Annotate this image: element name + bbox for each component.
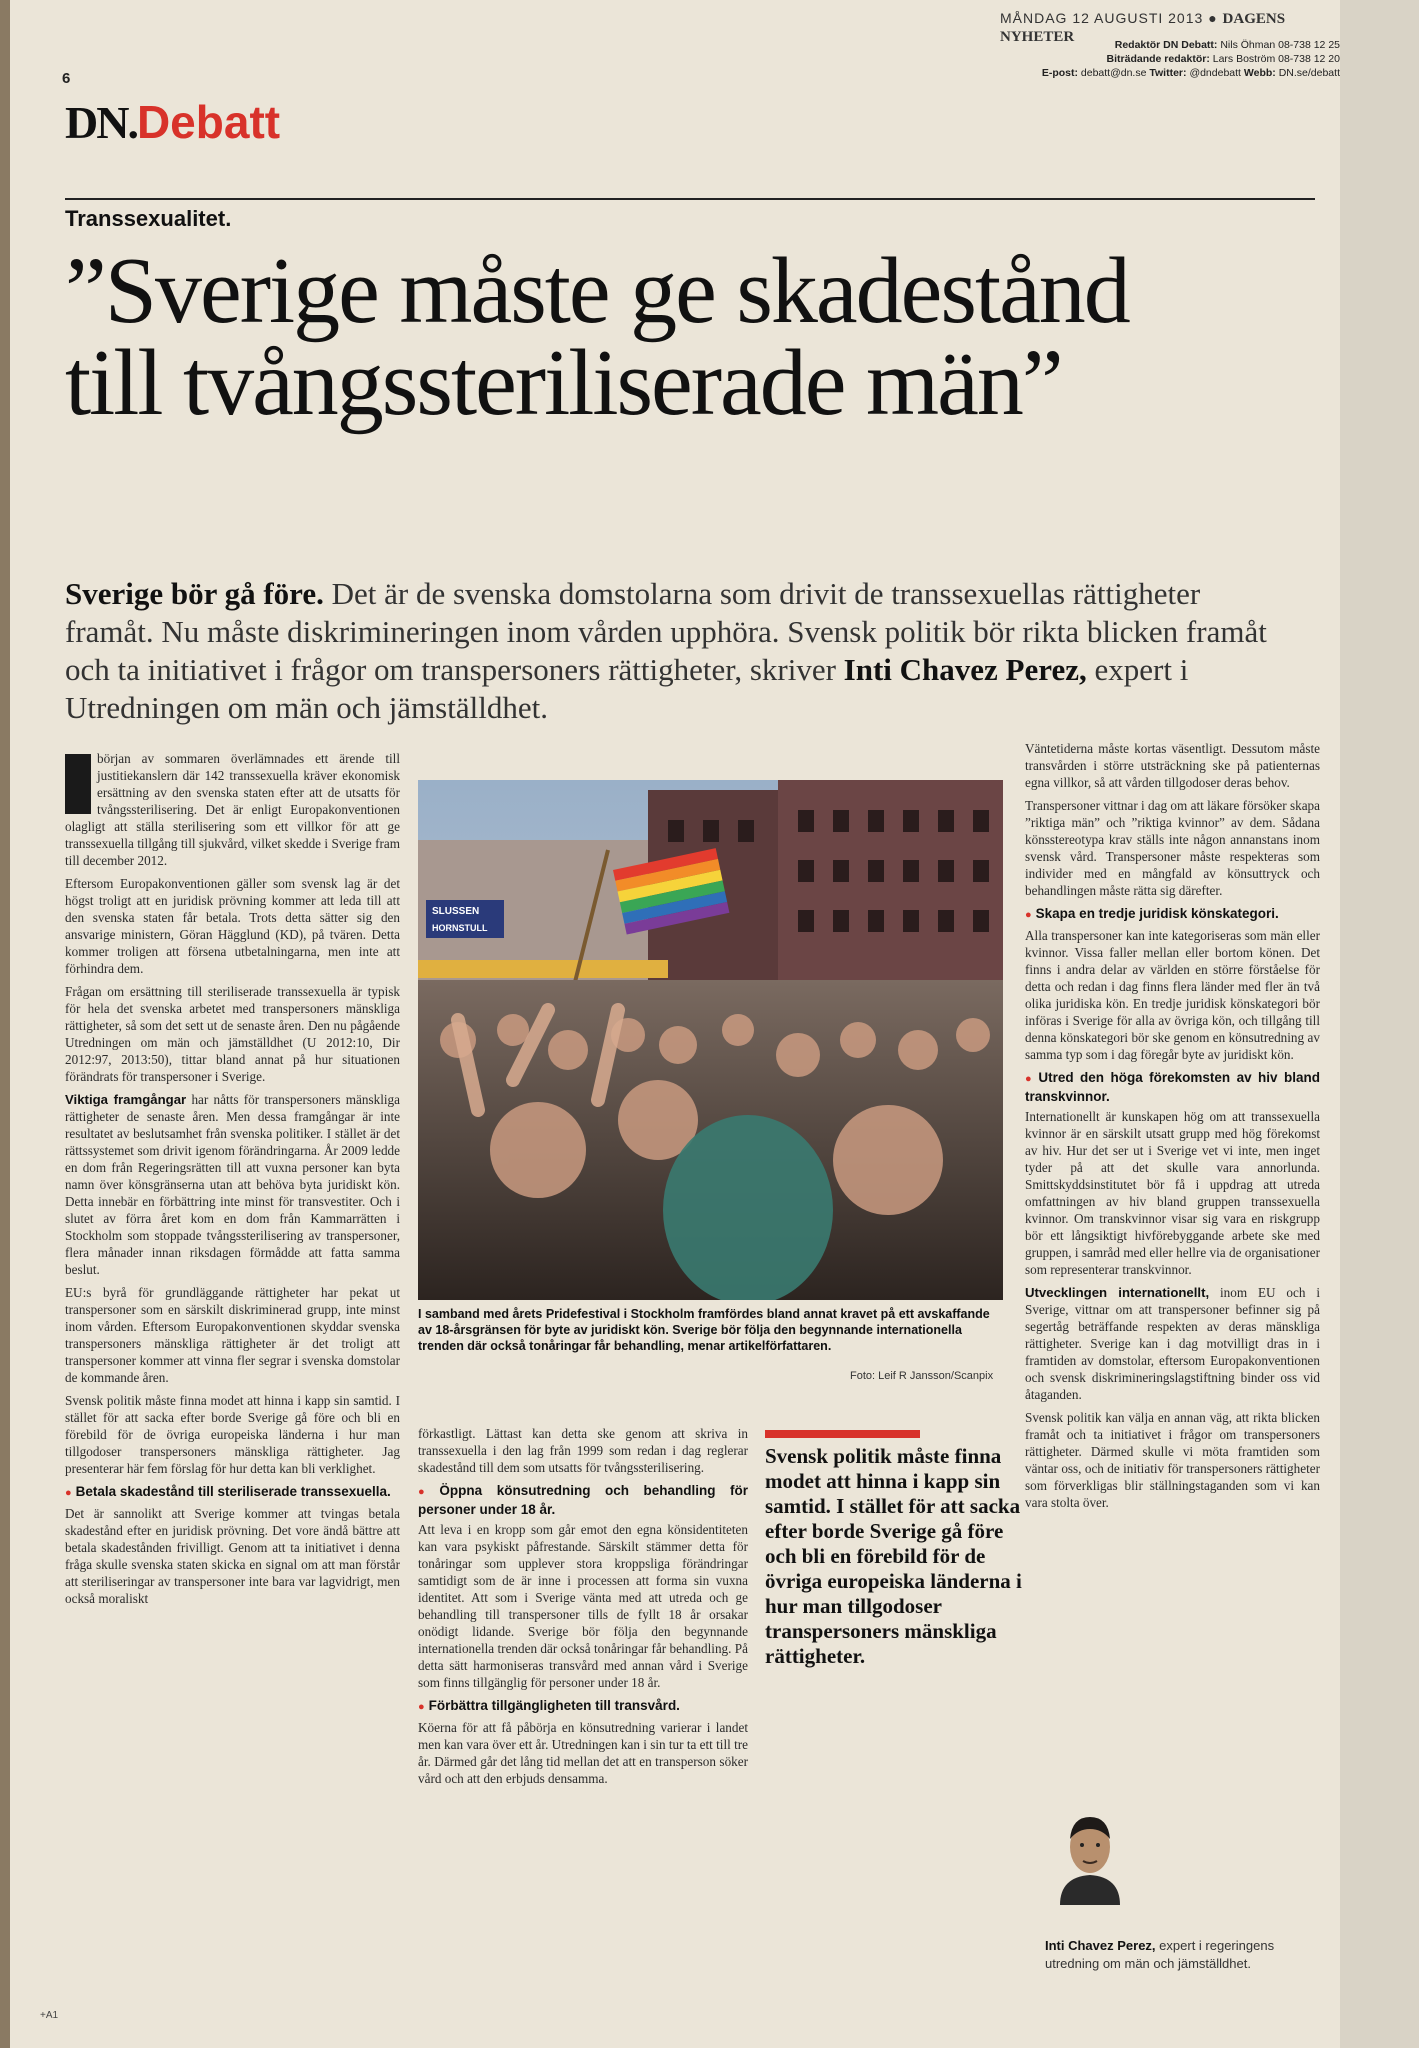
column-3: Väntetiderna måste kortas väsentligt. Dessutom måste transvården i större utsträckning ske på patienternas egna villkor, så att vården tillgodoser deras behov. Transpersoner vittnar i dag om att läkare försöker skapa ”riktiga män” och ”riktiga kvinnor” av dem. Sådana könsstereotypa krav ställs inte någon annanstans inom svensk vård. Transpersoner måste respekteras som individer med en mångfald av könsuttryck och behandlingen måste rätta sig därefter. ● Skapa en tredje juridisk könskategori. Alla transpersoner kan inte kategoriseras som män eller kvinnor. Vissa faller mellan eller bortom könen. Det finns i andra delar av världen en större förståelse för detta och redan i dag finns flera länder med fler än två olika juridiska kön. En tredje juridisk könskategori bör införas i Sverige för alla av övriga kön, och tillgång till denna könskategori bör ske genom en könsutredning av samma typ som i dag föregår byte av juridiskt kön. ● Utred den höga förekomsten av hiv bland transkvinnor. Internationellt är kunskapen hög om att transsexuella kvinnor är en särskilt utsatt grupp med hög förekomst av hiv. Hur det ser ut i Sverige vet vi inte, men inget tyder på att det skulle vara annorlunda. Smittskyddsinstitutet bör få i uppdrag att utreda omfattningen av hiv bland gruppen transsexuella kvinnor. Om transkvinnor visar sig vara en riskgrupp bör ett långsiktigt hivförebyggande arbete ske med gruppen, i samråd med eller hellre via de organisationer som representerar transkvinnor. Utvecklingen internationellt, inom EU och i Sverige, vittnar om att transpersoner befinner sig på segertåg beträffande respekten av deras mänskliga rättigheter. Sverige kan i dag motvilligt dras in i framtiden av domstolar, eftersom Europakonventionen och svensk diskrimineringslagstiftning binder oss vid åtaganden. Svensk politik kan välja en annan väg, att rikta blicken framåt och ta initiativet i frågor om transpersoners rättigheter. Därmed skulle vi möta framtiden som väntar oss, och de initiativ för transpersoners rättigheter som förverkligas blir ställningstaganden som vi kan vara stolta över. [1025,740,1320,1517]
sign-text-2: HORNSTULL [432,923,488,933]
dropcap [65,754,91,814]
section-logo [65,95,280,149]
header-rule [65,198,1315,200]
author-portrait [1050,1805,1130,1905]
subheading: ● Betala skadestånd till steriliserade transsexuella. [65,1483,400,1502]
ingress-role: expert i Utredningen om män och jämställdhet. [65,652,1189,725]
photo-credit: Foto: Leif R Jansson/Scanpix [850,1370,994,1382]
ingress-body: Det är de svenska domstolarna som drivit de transsexuellas rättigheter framåt. Nu måste diskrimineringen inom vården upphöra. Svensk politik bör rikta blicken framåt och ta initiativet i frågor om transpersoners rättigheter, skriver [65,576,1267,687]
adjacent-page [1340,0,1419,2048]
debatt-logo: Debatt [136,96,281,148]
pull-quote-bar [765,1430,920,1438]
subheading: ● Öppna könsutredning och behandling för personer under 18 år. [418,1482,748,1518]
newspaper-page [10,0,1340,2048]
page-number: 6 [62,70,71,87]
pride-photo [418,780,1003,1300]
sign-text-1: SLUSSEN [432,906,480,917]
pull-quote: Svensk politik måste finna modet att hinna i kapp sin samtid. I stället för att sacka efter borde Sverige gå före och bli en förebild för de övriga europeiska länderna i hur man tillgodoser transpersoners mänskliga rättigheter. [765,1430,1025,1669]
column-1: början av sommaren överlämnades ett ärende till justitiekanslern där 142 transsexuella kräver ekonomisk ersättning av den svenska staten efter att de utsatts för tvångssterilisering. Det är enligt Europakonventionen olagligt att ställa sterilisering som ett villkor för att ge transsexuella tillgång till sjukvård, vilket skedde i Sverige fram till december 2012. Eftersom Europakonventionen gäller som svensk lag är det högst troligt att en juridisk prövning kommer att leda till att den svenska staten får betala. Trots detta sätter sig den ansvarige ministern, Göran Hägglund (KD), på tvären. Detta kommer troligen att försena utbetalningarna, men inte att förhindra dem. Frågan om ersättning till steriliserade transsexuella är typisk för hela det svenska arbetet med transpersoners mänskliga rättigheter, så som det sett ut de senaste åren. Den nu pågående Utredningen om män och jämställdhet (U 2012:10, Dir 2012:97, 2013:50), tittar bland annat på hur situationen förändrats för transpersoner i Sverige. Viktiga framgångar har nåtts för transpersoners mänskliga rättigheter de senaste åren. Men dessa framgångar är inte resultatet av beslutsamhet från svenska politiker. I stället är det rättssystemet som drivit igenom förändringarna. År 2009 ledde en dom från Regeringsrätten till att vuxna personer kan byta namn över könsgränserna utan att behöva byta juridiskt kön. Detta innebär en förbättring inte minst för transvestiter. Och i slutet av förra året kom en dom från Kammarrätten i Stockholm som stoppade tvångssterilisering av transpersoner, flera månader innan riksdagen förmådde att fatta samma beslut. EU:s byrå för grundläggande rättigheter har pekat ut transpersoner som en särskilt diskriminerad grupp, inte minst inom vården. Eftersom Europakonventionen skyddar svenska transpersoners mänskliga rättigheter är det troligt att transpersoner kommer att vinna fler segrar i svenska domstolar de kommande åren. Svensk politik måste finna modet att hinna i kapp sin samtid. I stället för att sacka efter borde Sverige gå före och bli en förebild för de övriga europeiska länderna i hur man tillgodoser transpersoners mänskliga rättigheter. Jag presenterar här fem förslag för hur detta kan bli verklighet. ● Betala skadestånd till steriliserade transsexuella. Det är sannolikt att Sverige kommer att tvingas betala skadestånd efter en juridisk prövning. Det vore ändå bättre att betala skadestånden frivilligt. Genom att ta initiativet i denna fråga skulle svenska staten skicka en signal om att man förstår att steriliseringar av transpersoner inte bara var lagvidrigt, men också moraliskt [65,750,400,1613]
author-caption [1045,1937,1325,1973]
article-headline: ”Sverige måste ge skadestånd till tvångssteriliserade män” [65,239,1129,435]
editor-credits: Redaktör DN Debatt: Nils Öhman 08-738 12 25 Biträdande redaktör: Lars Boström 08-738 12 20 E-post: debatt@dn.se Twitter: @dndebatt Webb: DN.se/debatt [1041,39,1340,79]
ingress-lead: Sverige bör gå före. [65,576,324,611]
paper-name: DAGENS NYHETER [1000,11,1286,45]
issue-date: MÅNDAG 12 AUGUSTI 2013 [1000,10,1204,26]
author-role: expert i regeringens utredning om män och jämställdhet. [1045,1938,1275,1971]
subheading: ● Skapa en tredje juridisk könskategori. [1025,905,1320,924]
page-footer-mark: +A1 [40,2010,59,2021]
ingress-author: Inti Chavez Perez, [843,652,1087,687]
dateline: MÅNDAG 12 AUGUSTI 2013 ● DAGENS NYHETER [1000,10,1286,45]
article-ingress [65,575,1275,727]
subheading: ● Utred den höga förekomsten av hiv bland transkvinnor. [1025,1069,1320,1105]
dn-logo: DN. [65,97,137,148]
photo-caption: I samband med årets Pridefestival i Stockholm framfördes bland annat kravet på ett avskaffande av 18-årsgränsen för byte av juridiskt kön. Sverige bör följa den begynnande internationella trenden där också tonåringar får behandling, menar artikelförfattaren. [418,1307,990,1353]
article-kicker: Transsexualitet. [65,206,232,231]
subheading: ● Förbättra tillgängligheten till transvård. [418,1697,748,1716]
column-2: förkastligt. Lättast kan detta ske genom att skriva in transsexuella i den lag från 1999 som redan i dag reglerar skadestånd till dem som utsatts för tvångssterilisering. ● Öppna könsutredning och behandling för personer under 18 år. Att leva i en kropp som går emot den egna könsidentiteten kan vara psykiskt påfrestande. Särskilt stämmer detta för tonåringar som upplever stora kroppsliga förändringar samtidigt som de är inne i processen att forma sin vuxna identitet. Att som i Sverige vänta med att utreda och ge behandling till transpersoner tills de fyllt 18 år orsakar onödigt lidande. Sverige bör följa den begynnande internationella trenden där också tonåringar får behandling. På detta sätt harmoniseras transvård med annan vård i Sverige som finns tillgänglig för personer under 18 år. ● Förbättra tillgängligheten till transvård. Köerna för att få påbörja en könsutredning varierar i landet men kan vara över ett år. Utredningen kan i sin tur ta ett till tre år. Därmed går det lång tid mellan det att en transperson söker vård och att den erbjuds densamma. [418,1425,748,1793]
author-name: Inti Chavez Perez, [1045,1938,1156,1953]
